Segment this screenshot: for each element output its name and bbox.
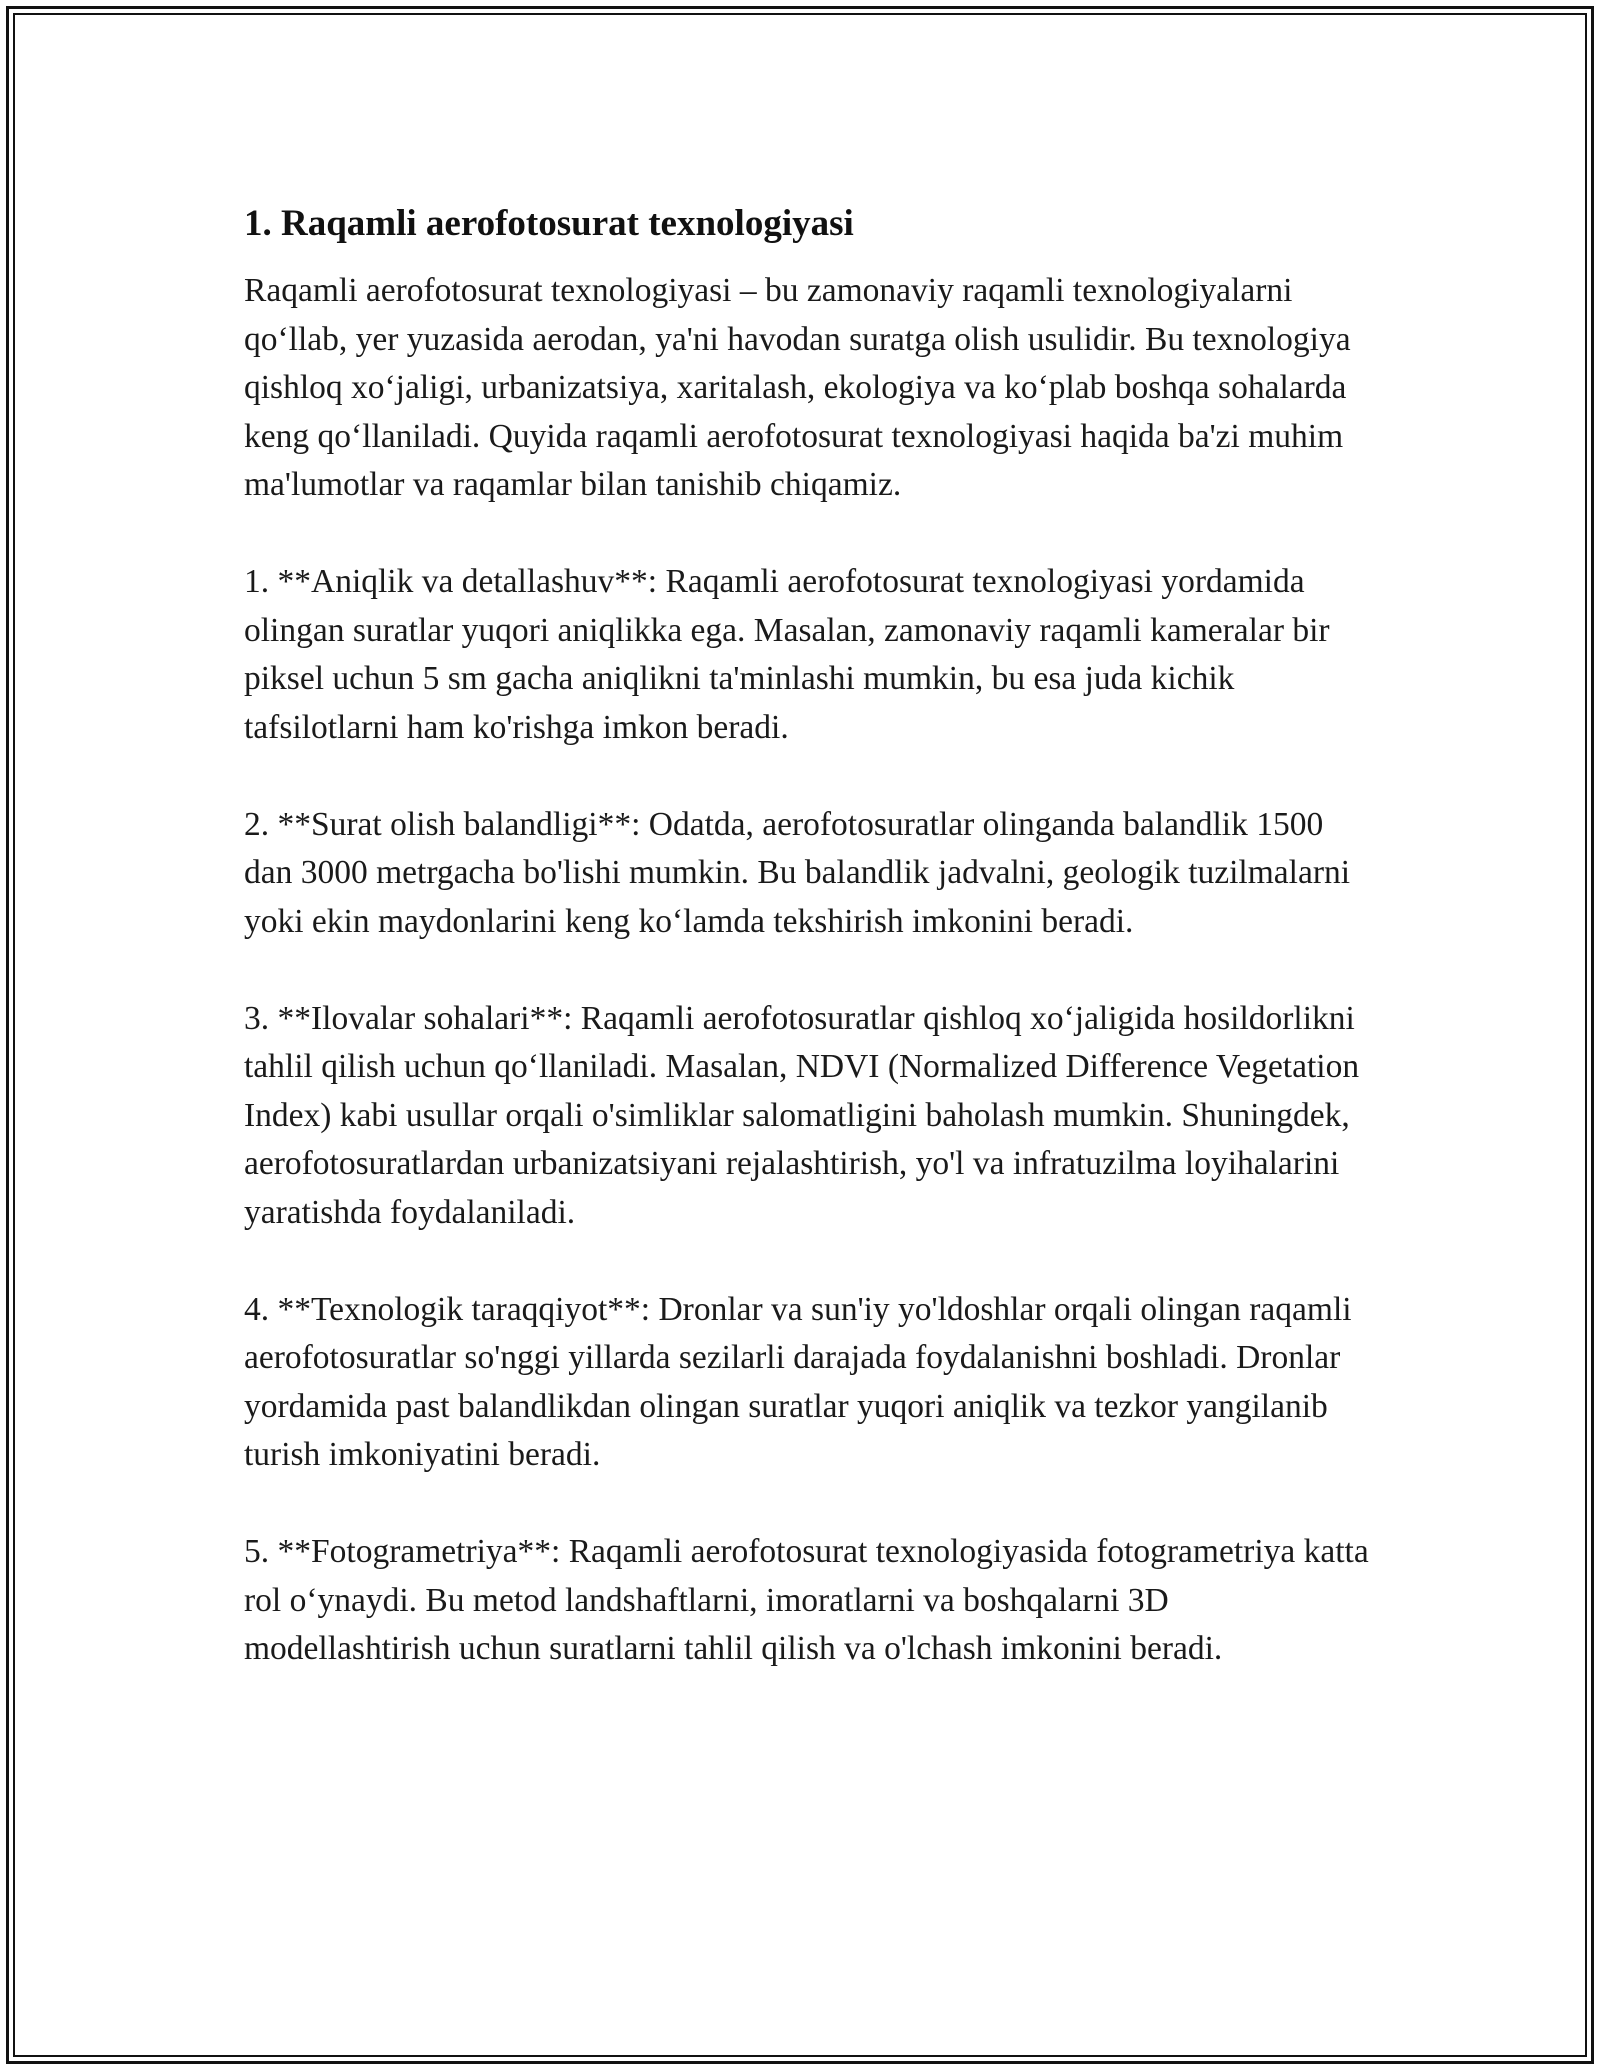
page-frame — [6, 6, 1594, 2064]
paragraph-progress: 4. **Texnologik taraqqiyot**: Dronlar va sun'iy yo'ldoshlar orqali olingan raqamli aerofotosuratlar so'nggi yillarda sezilarli darajada foydalanishni boshladi. Dronlar yordamida past balandlikdan olingan suratlar yuqori aniqlik va tezkor yangilanib turish imkoniyatini beradi. — [244, 1290, 1352, 1473]
document-title: 1. Raqamli aerofotosurat texnologiyasi — [244, 203, 854, 244]
paragraph-applications: 3. **Ilovalar sohalari**: Raqamli aerofotosuratlar qishloq xo‘jaligida hosildorlikni tahlil qilish uchun qo‘llaniladi. Masalan, NDVI (Normalized Difference Vegetation Index) kabi usullar orqali o'simliklar salomatligini baholash mumkin. Shuningdek, aerofotosuratlardan urbanizatsiyani rejalashtirish, yo'l va infratuzilma loyihalarini yaratishda foydalaniladi. — [244, 999, 1360, 1231]
paragraph-altitude: 2. **Surat olish balandligi**: Odatda, aerofotosuratlar olinganda balandlik 1500 dan 3000 metrgacha bo'lishi mumkin. Bu balandlik jadvalni, geologik tuzilmalarni yoki ekin maydonlarini keng ko‘lamda tekshirish imkonini beradi. — [244, 805, 1351, 940]
paragraph-photogrammetry: 5. **Fotogrametriya**: Raqamli aerofotosurat texnologiyasida fotogrametriya katta rol o‘ynaydi. Bu metod landshaftlarni, imoratlarni va boshqalarni 3D modellashtirish uchun suratlarni tahlil qilish va o'lchash imkonini beradi. — [244, 1533, 1369, 1667]
document-body — [244, 197, 1374, 1674]
intro-paragraph: Raqamli aerofotosurat texnologiyasi – bu zamonaviy raqamli texnologiyalarni qo‘llab, yer yuzasida aerodan, ya'ni havodan suratga olish usulidir. Bu texnologiya qishloq xo‘jaligi, urbanizatsiya, xaritalash, ekologiya va ko‘plab boshqa sohalarda keng qo‘llaniladi. Quyida raqamli aerofotosurat texnologiyasi haqida ba'zi muhim ma'lumotlar va raqamlar bilan tanishib chiqamiz. — [244, 272, 1351, 503]
paragraph-accuracy: 1. **Aniqlik va detallashuv**: Raqamli aerofotosurat texnologiyasi yordamida olingan suratlar yuqori aniqlikka ega. Masalan, zamonaviy raqamli kameralar bir piksel uchun 5 sm gacha aniqlikni ta'minlashi mumkin, bu esa juda kichik tafsilotlarni ham ko'rishga imkon beradi. — [244, 563, 1330, 746]
